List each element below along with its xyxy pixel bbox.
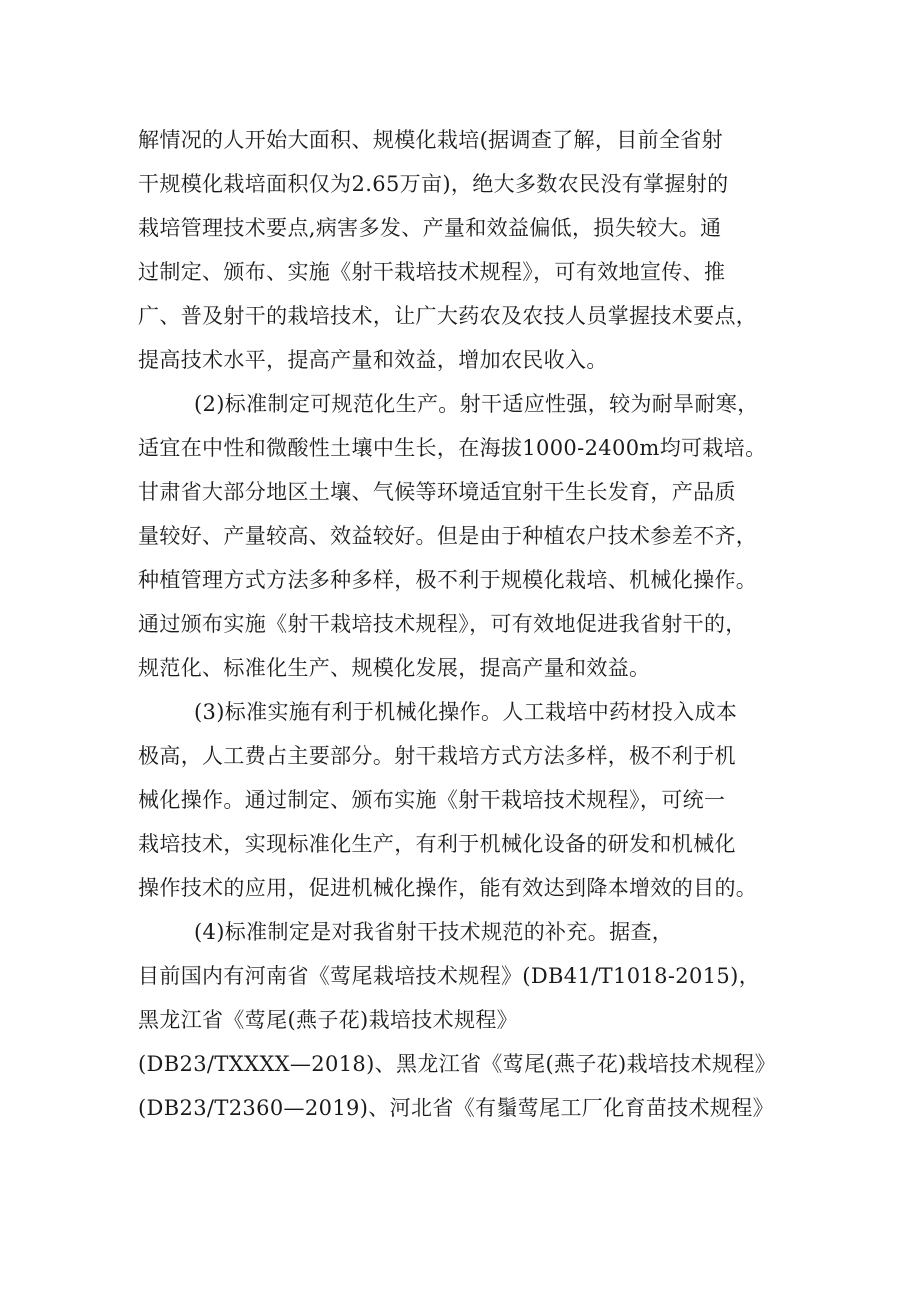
paragraph-heading-2: (2)标准制定可规范化生产。射干适应性强，较为耐旱耐寒， xyxy=(194,392,759,416)
body-text-line: 栽培管理技术要点,病害多发、产量和效益偏低，损失较大。通 xyxy=(138,216,722,240)
body-text-line: 栽培技术，实现标准化生产，有利于机械化设备的研发和机械化 xyxy=(138,832,736,856)
body-text-line: 操作技术的应用，促进机械化操作，能有效达到降本增效的目的。 xyxy=(138,876,758,900)
body-text-line: 干规模化栽培面积仅为2.65万亩)，绝大多数农民没有掌握射的 xyxy=(138,172,729,196)
body-text-line: 甘肃省大部分地区土壤、气候等环境适宜射干生长发育，产品质 xyxy=(138,480,736,504)
body-text-line: 规范化、标准化生产、规模化发展，提高产量和效益。 xyxy=(138,656,651,680)
paragraph-heading-3: (3)标准实施有利于机械化操作。人工栽培中药材投入成本 xyxy=(194,700,738,724)
body-text-line: (DB23/TXXXX—2018)、黑龙江省《莺尾(燕子花)栽培技术规程》 xyxy=(138,1052,777,1076)
body-text-line: 极高，人工费占主要部分。射干栽培方式方法多样，极不利于机 xyxy=(138,744,736,768)
body-text-line: 适宜在中性和微酸性土壤中生长，在海拔1000-2400m均可栽培。 xyxy=(138,436,767,460)
body-text-line: 解情况的人开始大面积、规模化栽培(据调查了解，目前全省射 xyxy=(138,128,723,152)
body-text-line: 黑龙江省《莺尾(燕子花)栽培技术规程》 xyxy=(138,1008,519,1032)
paragraph-heading-4: (4)标准制定是对我省射干技术规范的补充。据查， xyxy=(194,920,674,944)
body-text-line: 量较好、产量较高、效益较好。但是由于种植农户技术参差不齐， xyxy=(138,524,758,548)
body-text-line: 目前国内有河南省《莺尾栽培技术规程》(DB41/T1018-2015)， xyxy=(138,964,761,988)
body-text-line: 过制定、颁布、实施《射干栽培技术规程》，可有效地宣传、推 xyxy=(138,260,726,284)
body-text-line: (DB23/T2360—2019)、河北省《有鬚莺尾工厂化育苗技术规程》 xyxy=(138,1096,774,1120)
body-text-line: 通过颁布实施《射干栽培技术规程》，可有效地促进我省射干的， xyxy=(138,612,747,636)
body-text-line: 提高技术水平，提高产量和效益，增加农民收入。 xyxy=(138,348,608,372)
body-text-line: 种植管理方式方法多种多样，极不利于规模化栽培、机械化操作。 xyxy=(138,568,758,592)
body-text-line: 广、普及射干的栽培技术，让广大药农及农技人员掌握技术要点， xyxy=(138,304,758,328)
body-text-line: 械化操作。通过制定、颁布实施《射干栽培技术规程》，可统一 xyxy=(138,788,726,812)
